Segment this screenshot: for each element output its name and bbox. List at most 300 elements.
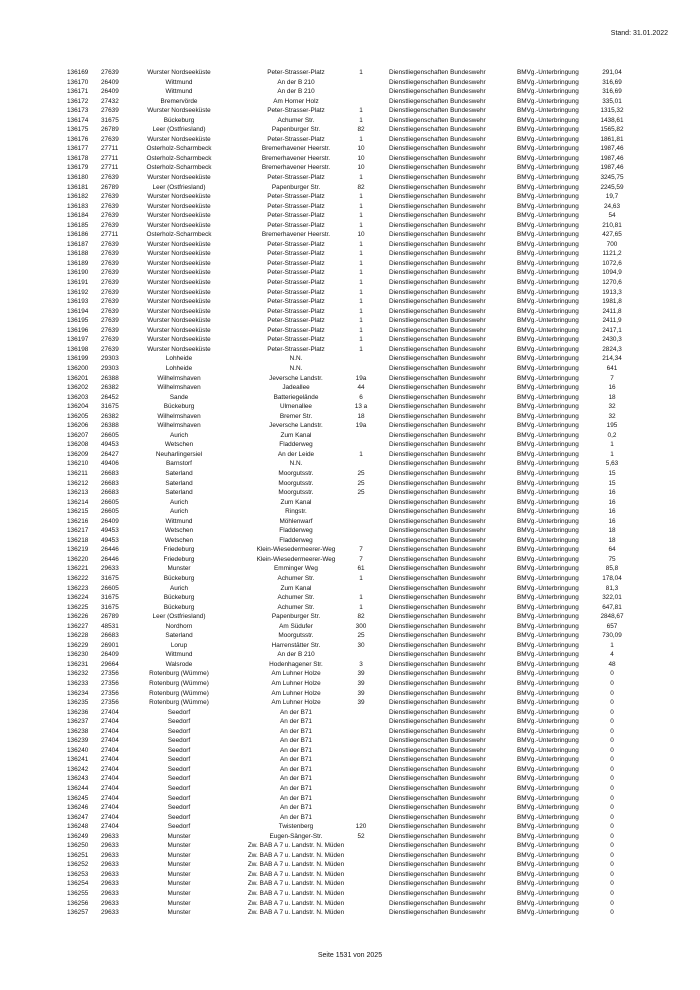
cell-row-id: 136257 <box>67 909 89 917</box>
cell-city: Leer (Ostfriesland) <box>152 613 206 621</box>
cell-category: Dienstliegenschaften Bundeswehr <box>389 861 486 869</box>
cell-city: Wilhelmshaven <box>157 412 201 420</box>
cell-row-id: 136191 <box>67 279 89 287</box>
cell-row-id: 136215 <box>67 508 89 516</box>
table-row <box>67 841 667 851</box>
cell-city: Seedorf <box>167 785 191 793</box>
cell-postal-code: 27639 <box>101 279 119 287</box>
cell-area-value: 0 <box>610 899 614 907</box>
cell-area-value: 657 <box>606 622 618 630</box>
cell-usage-type: BMVg.-Unterbringung <box>517 632 579 640</box>
cell-street: Peter-Strasser-Platz <box>267 298 325 306</box>
cell-street: Peter-Strasser-Platz <box>267 345 325 353</box>
cell-street: Moorgutsstr. <box>278 469 314 477</box>
cell-city: Lohheide <box>165 364 193 372</box>
cell-usage-type: BMVg.-Unterbringung <box>517 107 579 115</box>
cell-area-value: 1861,81 <box>600 135 624 143</box>
cell-city: Wurster Nordseeküste <box>147 250 211 258</box>
cell-area-value: 0 <box>610 909 614 917</box>
cell-area-value: 427,65 <box>602 231 622 239</box>
cell-area-value: 1987,46 <box>600 145 624 153</box>
table-row <box>67 574 667 584</box>
cell-postal-code: 27711 <box>101 164 119 172</box>
cell-city: Wurster Nordseeküste <box>147 135 211 143</box>
cell-postal-code: 26452 <box>101 393 119 401</box>
table-row <box>67 517 667 527</box>
cell-usage-type: BMVg.-Unterbringung <box>517 765 579 773</box>
cell-row-id: 136206 <box>67 422 89 430</box>
cell-house-number: 82 <box>357 126 365 134</box>
table-row <box>67 784 667 794</box>
cell-category: Dienstliegenschaften Bundeswehr <box>389 823 486 831</box>
cell-house-number: 1 <box>359 259 363 267</box>
cell-city: Wurster Nordseeküste <box>147 202 211 210</box>
cell-house-number: 1 <box>359 336 363 344</box>
cell-category: Dienstliegenschaften Bundeswehr <box>389 574 486 582</box>
cell-postal-code: 48531 <box>101 622 119 630</box>
cell-street: An der B 210 <box>277 78 315 86</box>
cell-area-value: 1094,9 <box>602 269 622 277</box>
cell-city: Bückeburg <box>163 403 195 411</box>
table-row <box>67 832 667 842</box>
cell-usage-type: BMVg.-Unterbringung <box>517 680 579 687</box>
table-row <box>67 421 667 431</box>
cell-usage-type: BMVg.-Unterbringung <box>517 279 579 287</box>
table-row <box>67 813 667 823</box>
cell-house-number: 1 <box>359 107 363 115</box>
cell-usage-type: BMVg.-Unterbringung <box>517 345 579 353</box>
cell-category: Dienstliegenschaften Bundeswehr <box>389 880 486 888</box>
table-row <box>67 488 667 498</box>
cell-house-number: 1 <box>359 212 363 220</box>
cell-row-id: 136214 <box>67 498 89 506</box>
cell-category: Dienstliegenschaften Bundeswehr <box>389 279 486 287</box>
cell-city: Lohheide <box>165 355 193 363</box>
cell-row-id: 136192 <box>67 288 89 296</box>
table-row <box>67 173 667 183</box>
cell-city: Seedorf <box>167 708 191 716</box>
table-row <box>67 154 667 164</box>
cell-category: Dienstliegenschaften Bundeswehr <box>389 269 486 277</box>
cell-category: Dienstliegenschaften Bundeswehr <box>389 680 486 687</box>
cell-city: Rotenburg (Wümme) <box>149 689 209 697</box>
cell-house-number: 1 <box>359 135 363 143</box>
table-row <box>67 374 667 384</box>
cell-house-number: 52 <box>357 832 365 840</box>
cell-category: Dienstliegenschaften Bundeswehr <box>389 890 486 898</box>
cell-area-value: 0 <box>610 727 614 735</box>
cell-city: Wurster Nordseeküste <box>147 240 211 248</box>
cell-usage-type: BMVg.-Unterbringung <box>517 804 579 812</box>
cell-postal-code: 29664 <box>101 660 119 668</box>
cell-street: Eugen-Sänger-Str. <box>269 832 323 840</box>
cell-usage-type: BMVg.-Unterbringung <box>517 823 579 831</box>
cell-row-id: 136216 <box>67 517 89 525</box>
cell-row-id: 136250 <box>67 842 89 850</box>
cell-usage-type: BMVg.-Unterbringung <box>517 212 579 220</box>
table-row <box>67 564 667 574</box>
table-row <box>67 431 667 441</box>
cell-row-id: 136252 <box>67 861 89 869</box>
cell-street: Peter-Strasser-Platz <box>267 336 325 344</box>
cell-usage-type: BMVg.-Unterbringung <box>517 135 579 143</box>
cell-row-id: 136180 <box>67 174 89 182</box>
table-row <box>67 755 667 765</box>
cell-street: Fladderweg <box>279 441 313 449</box>
table-row <box>67 689 667 699</box>
cell-category: Dienstliegenschaften Bundeswehr <box>389 145 486 153</box>
cell-house-number: 1 <box>359 240 363 248</box>
cell-row-id: 136202 <box>67 384 89 392</box>
cell-row-id: 136242 <box>67 765 89 773</box>
cell-area-value: 1072,6 <box>602 259 622 267</box>
cell-row-id: 136230 <box>67 651 89 659</box>
cell-row-id: 136223 <box>67 584 89 592</box>
cell-category: Dienstliegenschaften Bundeswehr <box>389 183 486 191</box>
cell-postal-code: 27639 <box>101 288 119 296</box>
cell-street: Bremerhavener Heerstr. <box>261 145 331 153</box>
cell-house-number: 1 <box>359 269 363 277</box>
cell-row-id: 136182 <box>67 193 89 201</box>
cell-city: Wittmund <box>165 78 193 86</box>
cell-house-number: 300 <box>355 622 367 630</box>
table-row <box>67 326 667 336</box>
cell-usage-type: BMVg.-Unterbringung <box>517 469 579 477</box>
cell-area-value: 0 <box>610 804 614 812</box>
cell-street: Achumer Str. <box>277 603 315 611</box>
cell-postal-code: 26683 <box>101 489 119 497</box>
cell-street: Peter-Strasser-Platz <box>267 250 325 258</box>
cell-house-number: 1 <box>359 345 363 353</box>
cell-area-value: 0 <box>610 813 614 821</box>
cell-category: Dienstliegenschaften Bundeswehr <box>389 613 486 621</box>
cell-city: Osterholz-Scharmbeck <box>146 231 212 239</box>
cell-usage-type: BMVg.-Unterbringung <box>517 794 579 802</box>
table-row <box>67 908 667 918</box>
cell-street: Harrenstätter Str. <box>271 641 321 649</box>
cell-area-value: 700 <box>606 240 618 248</box>
table-row <box>67 584 667 594</box>
cell-row-id: 136195 <box>67 317 89 325</box>
table-row <box>67 870 667 880</box>
cell-usage-type: BMVg.-Unterbringung <box>517 336 579 344</box>
cell-row-id: 136177 <box>67 145 89 153</box>
cell-row-id: 136209 <box>67 450 89 458</box>
cell-row-id: 136187 <box>67 240 89 248</box>
property-table <box>67 68 667 918</box>
table-row <box>67 669 667 679</box>
cell-postal-code: 27639 <box>101 317 119 325</box>
cell-street: N.N. <box>289 355 303 363</box>
cell-area-value: 0 <box>610 823 614 831</box>
cell-postal-code: 29633 <box>101 842 119 850</box>
cell-usage-type: BMVg.-Unterbringung <box>517 708 579 716</box>
cell-postal-code: 26605 <box>101 498 119 506</box>
cell-category: Dienstliegenschaften Bundeswehr <box>389 603 486 611</box>
table-row <box>67 794 667 804</box>
cell-city: Friedeburg <box>163 555 195 563</box>
cell-usage-type: BMVg.-Unterbringung <box>517 88 579 96</box>
cell-usage-type: BMVg.-Unterbringung <box>517 718 579 726</box>
cell-usage-type: BMVg.-Unterbringung <box>517 870 579 878</box>
cell-street: Zw. BAB A 7 u. Landstr. N. Müden <box>247 870 345 878</box>
cell-area-value: 0 <box>610 851 614 859</box>
cell-row-id: 136204 <box>67 403 89 411</box>
cell-house-number: 10 <box>357 231 365 239</box>
cell-street: An der B71 <box>280 775 312 783</box>
cell-house-number: 1 <box>359 250 363 258</box>
cell-category: Dienstliegenschaften Bundeswehr <box>389 765 486 773</box>
table-row <box>67 116 667 126</box>
cell-house-number: 1 <box>359 202 363 210</box>
table-row <box>67 708 667 718</box>
cell-street: Achumer Str. <box>277 594 315 602</box>
table-row <box>67 526 667 536</box>
cell-house-number: 39 <box>357 689 365 697</box>
cell-area-value: 1565,82 <box>600 126 624 134</box>
cell-usage-type: BMVg.-Unterbringung <box>517 145 579 153</box>
table-row <box>67 440 667 450</box>
cell-category: Dienstliegenschaften Bundeswehr <box>389 489 486 497</box>
cell-house-number: 1 <box>359 450 363 458</box>
cell-category: Dienstliegenschaften Bundeswehr <box>389 135 486 143</box>
cell-usage-type: BMVg.-Unterbringung <box>517 307 579 315</box>
cell-house-number: 1 <box>359 307 363 315</box>
cell-postal-code: 27404 <box>101 765 119 773</box>
table-row <box>67 889 667 899</box>
table-row <box>67 774 667 784</box>
cell-street: Peter-Strasser-Platz <box>267 174 325 182</box>
cell-area-value: 0 <box>610 670 614 678</box>
cell-category: Dienstliegenschaften Bundeswehr <box>389 164 486 172</box>
cell-city: Wetschen <box>164 536 194 544</box>
cell-row-id: 136218 <box>67 536 89 544</box>
cell-row-id: 136231 <box>67 660 89 668</box>
cell-row-id: 136237 <box>67 718 89 726</box>
cell-row-id: 136193 <box>67 298 89 306</box>
cell-usage-type: BMVg.-Unterbringung <box>517 393 579 401</box>
table-row <box>67 622 667 632</box>
cell-row-id: 136201 <box>67 374 89 382</box>
cell-house-number: 25 <box>357 632 365 640</box>
cell-street: Peter-Strasser-Platz <box>267 212 325 220</box>
cell-street: Peter-Strasser-Platz <box>267 279 325 287</box>
cell-street: Am Südufer <box>279 622 313 630</box>
cell-row-id: 136217 <box>67 527 89 535</box>
cell-city: Wittmund <box>165 517 193 525</box>
cell-area-value: 18 <box>608 536 616 544</box>
cell-category: Dienstliegenschaften Bundeswehr <box>389 718 486 726</box>
cell-row-id: 136185 <box>67 221 89 229</box>
cell-city: Wurster Nordseeküste <box>147 288 211 296</box>
cell-postal-code: 26446 <box>101 546 119 554</box>
cell-usage-type: BMVg.-Unterbringung <box>517 775 579 783</box>
cell-area-value: 0 <box>610 870 614 878</box>
cell-postal-code: 27404 <box>101 737 119 745</box>
table-row <box>67 698 667 708</box>
cell-city: Barnstorf <box>166 460 192 468</box>
cell-house-number: 1 <box>359 279 363 287</box>
table-row <box>67 78 667 88</box>
cell-postal-code: 26409 <box>101 88 119 96</box>
cell-category: Dienstliegenschaften Bundeswehr <box>389 431 486 439</box>
cell-area-value: 0 <box>610 890 614 898</box>
cell-street: Zw. BAB A 7 u. Landstr. N. Müden <box>247 890 345 898</box>
cell-house-number: 1 <box>359 594 363 602</box>
cell-category: Dienstliegenschaften Bundeswehr <box>389 240 486 248</box>
cell-street: Zw. BAB A 7 u. Landstr. N. Müden <box>247 851 345 859</box>
cell-house-number: 10 <box>357 154 365 162</box>
cell-street: Emminger Weg <box>274 565 318 573</box>
cell-row-id: 136183 <box>67 202 89 210</box>
cell-usage-type: BMVg.-Unterbringung <box>517 603 579 611</box>
cell-category: Dienstliegenschaften Bundeswehr <box>389 555 486 563</box>
cell-category: Dienstliegenschaften Bundeswehr <box>389 336 486 344</box>
cell-area-value: 0 <box>610 832 614 840</box>
cell-usage-type: BMVg.-Unterbringung <box>517 832 579 840</box>
cell-street: Peter-Strasser-Platz <box>267 193 325 201</box>
cell-category: Dienstliegenschaften Bundeswehr <box>389 794 486 802</box>
cell-street: Am Luhner Holze <box>271 689 321 697</box>
cell-street: An der B71 <box>280 727 312 735</box>
table-row <box>67 498 667 508</box>
cell-street: Peter-Strasser-Platz <box>267 259 325 267</box>
cell-postal-code: 27639 <box>101 107 119 115</box>
cell-category: Dienstliegenschaften Bundeswehr <box>389 288 486 296</box>
table-row <box>67 106 667 116</box>
table-row <box>67 507 667 517</box>
cell-postal-code: 27639 <box>101 193 119 201</box>
cell-area-value: 15 <box>608 469 616 477</box>
cell-postal-code: 31675 <box>101 403 119 411</box>
table-row <box>67 717 667 727</box>
cell-street: Papenburger Str. <box>271 183 321 191</box>
cell-house-number: 13 a <box>354 403 368 411</box>
cell-street: Zum Kanal <box>280 431 312 439</box>
cell-street: Batteriegelände <box>273 393 319 401</box>
cell-street: Fladderweg <box>279 536 313 544</box>
cell-area-value: 2411,8 <box>602 307 622 315</box>
cell-category: Dienstliegenschaften Bundeswehr <box>389 660 486 668</box>
cell-street: Klein-Wiesedermeerer-Weg <box>256 546 336 554</box>
cell-area-value: 3245,75 <box>600 174 624 182</box>
cell-usage-type: BMVg.-Unterbringung <box>517 317 579 325</box>
table-row <box>67 211 667 221</box>
cell-row-id: 136171 <box>67 88 89 96</box>
cell-category: Dienstliegenschaften Bundeswehr <box>389 699 486 707</box>
table-row <box>67 479 667 489</box>
cell-usage-type: BMVg.-Unterbringung <box>517 508 579 516</box>
cell-usage-type: BMVg.-Unterbringung <box>517 689 579 697</box>
cell-area-value: 195 <box>606 422 618 430</box>
cell-category: Dienstliegenschaften Bundeswehr <box>389 498 486 506</box>
table-row <box>67 650 667 660</box>
cell-city: Wetschen <box>164 527 194 535</box>
cell-area-value: 0 <box>610 689 614 697</box>
cell-postal-code: 27639 <box>101 202 119 210</box>
cell-city: Munster <box>167 880 191 888</box>
cell-row-id: 136197 <box>67 336 89 344</box>
cell-usage-type: BMVg.-Unterbringung <box>517 479 579 487</box>
cell-category: Dienstliegenschaften Bundeswehr <box>389 450 486 458</box>
cell-city: Aurich <box>169 498 189 506</box>
cell-postal-code: 27639 <box>101 336 119 344</box>
cell-area-value: 81,3 <box>605 584 619 592</box>
table-row <box>67 163 667 173</box>
cell-area-value: 24,63 <box>604 202 620 210</box>
cell-category: Dienstliegenschaften Bundeswehr <box>389 536 486 544</box>
cell-street: Zum Kanal <box>280 584 312 592</box>
cell-area-value: 291,04 <box>602 69 622 76</box>
cell-category: Dienstliegenschaften Bundeswehr <box>389 479 486 487</box>
cell-postal-code: 27711 <box>101 231 119 239</box>
table-row <box>67 307 667 317</box>
cell-area-value: 316,69 <box>602 88 622 96</box>
cell-postal-code: 26789 <box>101 126 119 134</box>
cell-area-value: 730,09 <box>602 632 622 640</box>
cell-street: Fladderweg <box>279 527 313 535</box>
cell-street: Moorgutsstr. <box>278 489 314 497</box>
cell-row-id: 136181 <box>67 183 89 191</box>
table-row <box>67 851 667 861</box>
cell-street: Am Luhner Holze <box>271 680 321 687</box>
cell-usage-type: BMVg.-Unterbringung <box>517 164 579 172</box>
cell-city: Aurich <box>169 431 189 439</box>
cell-city: Wurster Nordseeküste <box>147 298 211 306</box>
cell-category: Dienstliegenschaften Bundeswehr <box>389 326 486 334</box>
cell-postal-code: 29633 <box>101 880 119 888</box>
cell-category: Dienstliegenschaften Bundeswehr <box>389 88 486 96</box>
cell-usage-type: BMVg.-Unterbringung <box>517 613 579 621</box>
cell-postal-code: 27404 <box>101 746 119 754</box>
cell-row-id: 136200 <box>67 364 89 372</box>
cell-postal-code: 26683 <box>101 469 119 477</box>
cell-postal-code: 49406 <box>101 460 119 468</box>
table-row <box>67 727 667 737</box>
cell-city: Osterholz-Scharmbeck <box>146 145 212 153</box>
table-row <box>67 545 667 555</box>
cell-street: Peter-Strasser-Platz <box>267 221 325 229</box>
cell-category: Dienstliegenschaften Bundeswehr <box>389 231 486 239</box>
cell-postal-code: 29633 <box>101 890 119 898</box>
table-row <box>67 335 667 345</box>
cell-street: Ulmenallee <box>280 403 312 411</box>
cell-row-id: 136254 <box>67 880 89 888</box>
cell-area-value: 214,34 <box>602 355 622 363</box>
cell-row-id: 136186 <box>67 231 89 239</box>
table-row <box>67 68 667 78</box>
cell-area-value: 0 <box>610 880 614 888</box>
cell-area-value: 0 <box>610 718 614 726</box>
cell-usage-type: BMVg.-Unterbringung <box>517 126 579 134</box>
table-row <box>67 249 667 259</box>
cell-city: Aurich <box>169 584 189 592</box>
cell-house-number: 1 <box>359 326 363 334</box>
cell-category: Dienstliegenschaften Bundeswehr <box>389 259 486 267</box>
cell-row-id: 136243 <box>67 775 89 783</box>
cell-city: Sande <box>169 393 189 401</box>
cell-row-id: 136228 <box>67 632 89 640</box>
cell-postal-code: 27639 <box>101 69 119 76</box>
cell-row-id: 136248 <box>67 823 89 831</box>
cell-category: Dienstliegenschaften Bundeswehr <box>389 756 486 764</box>
cell-area-value: 2411,9 <box>602 317 622 325</box>
cell-row-id: 136222 <box>67 574 89 582</box>
cell-usage-type: BMVg.-Unterbringung <box>517 69 579 76</box>
cell-postal-code: 29633 <box>101 565 119 573</box>
cell-city: Munster <box>167 890 191 898</box>
cell-row-id: 136173 <box>67 107 89 115</box>
